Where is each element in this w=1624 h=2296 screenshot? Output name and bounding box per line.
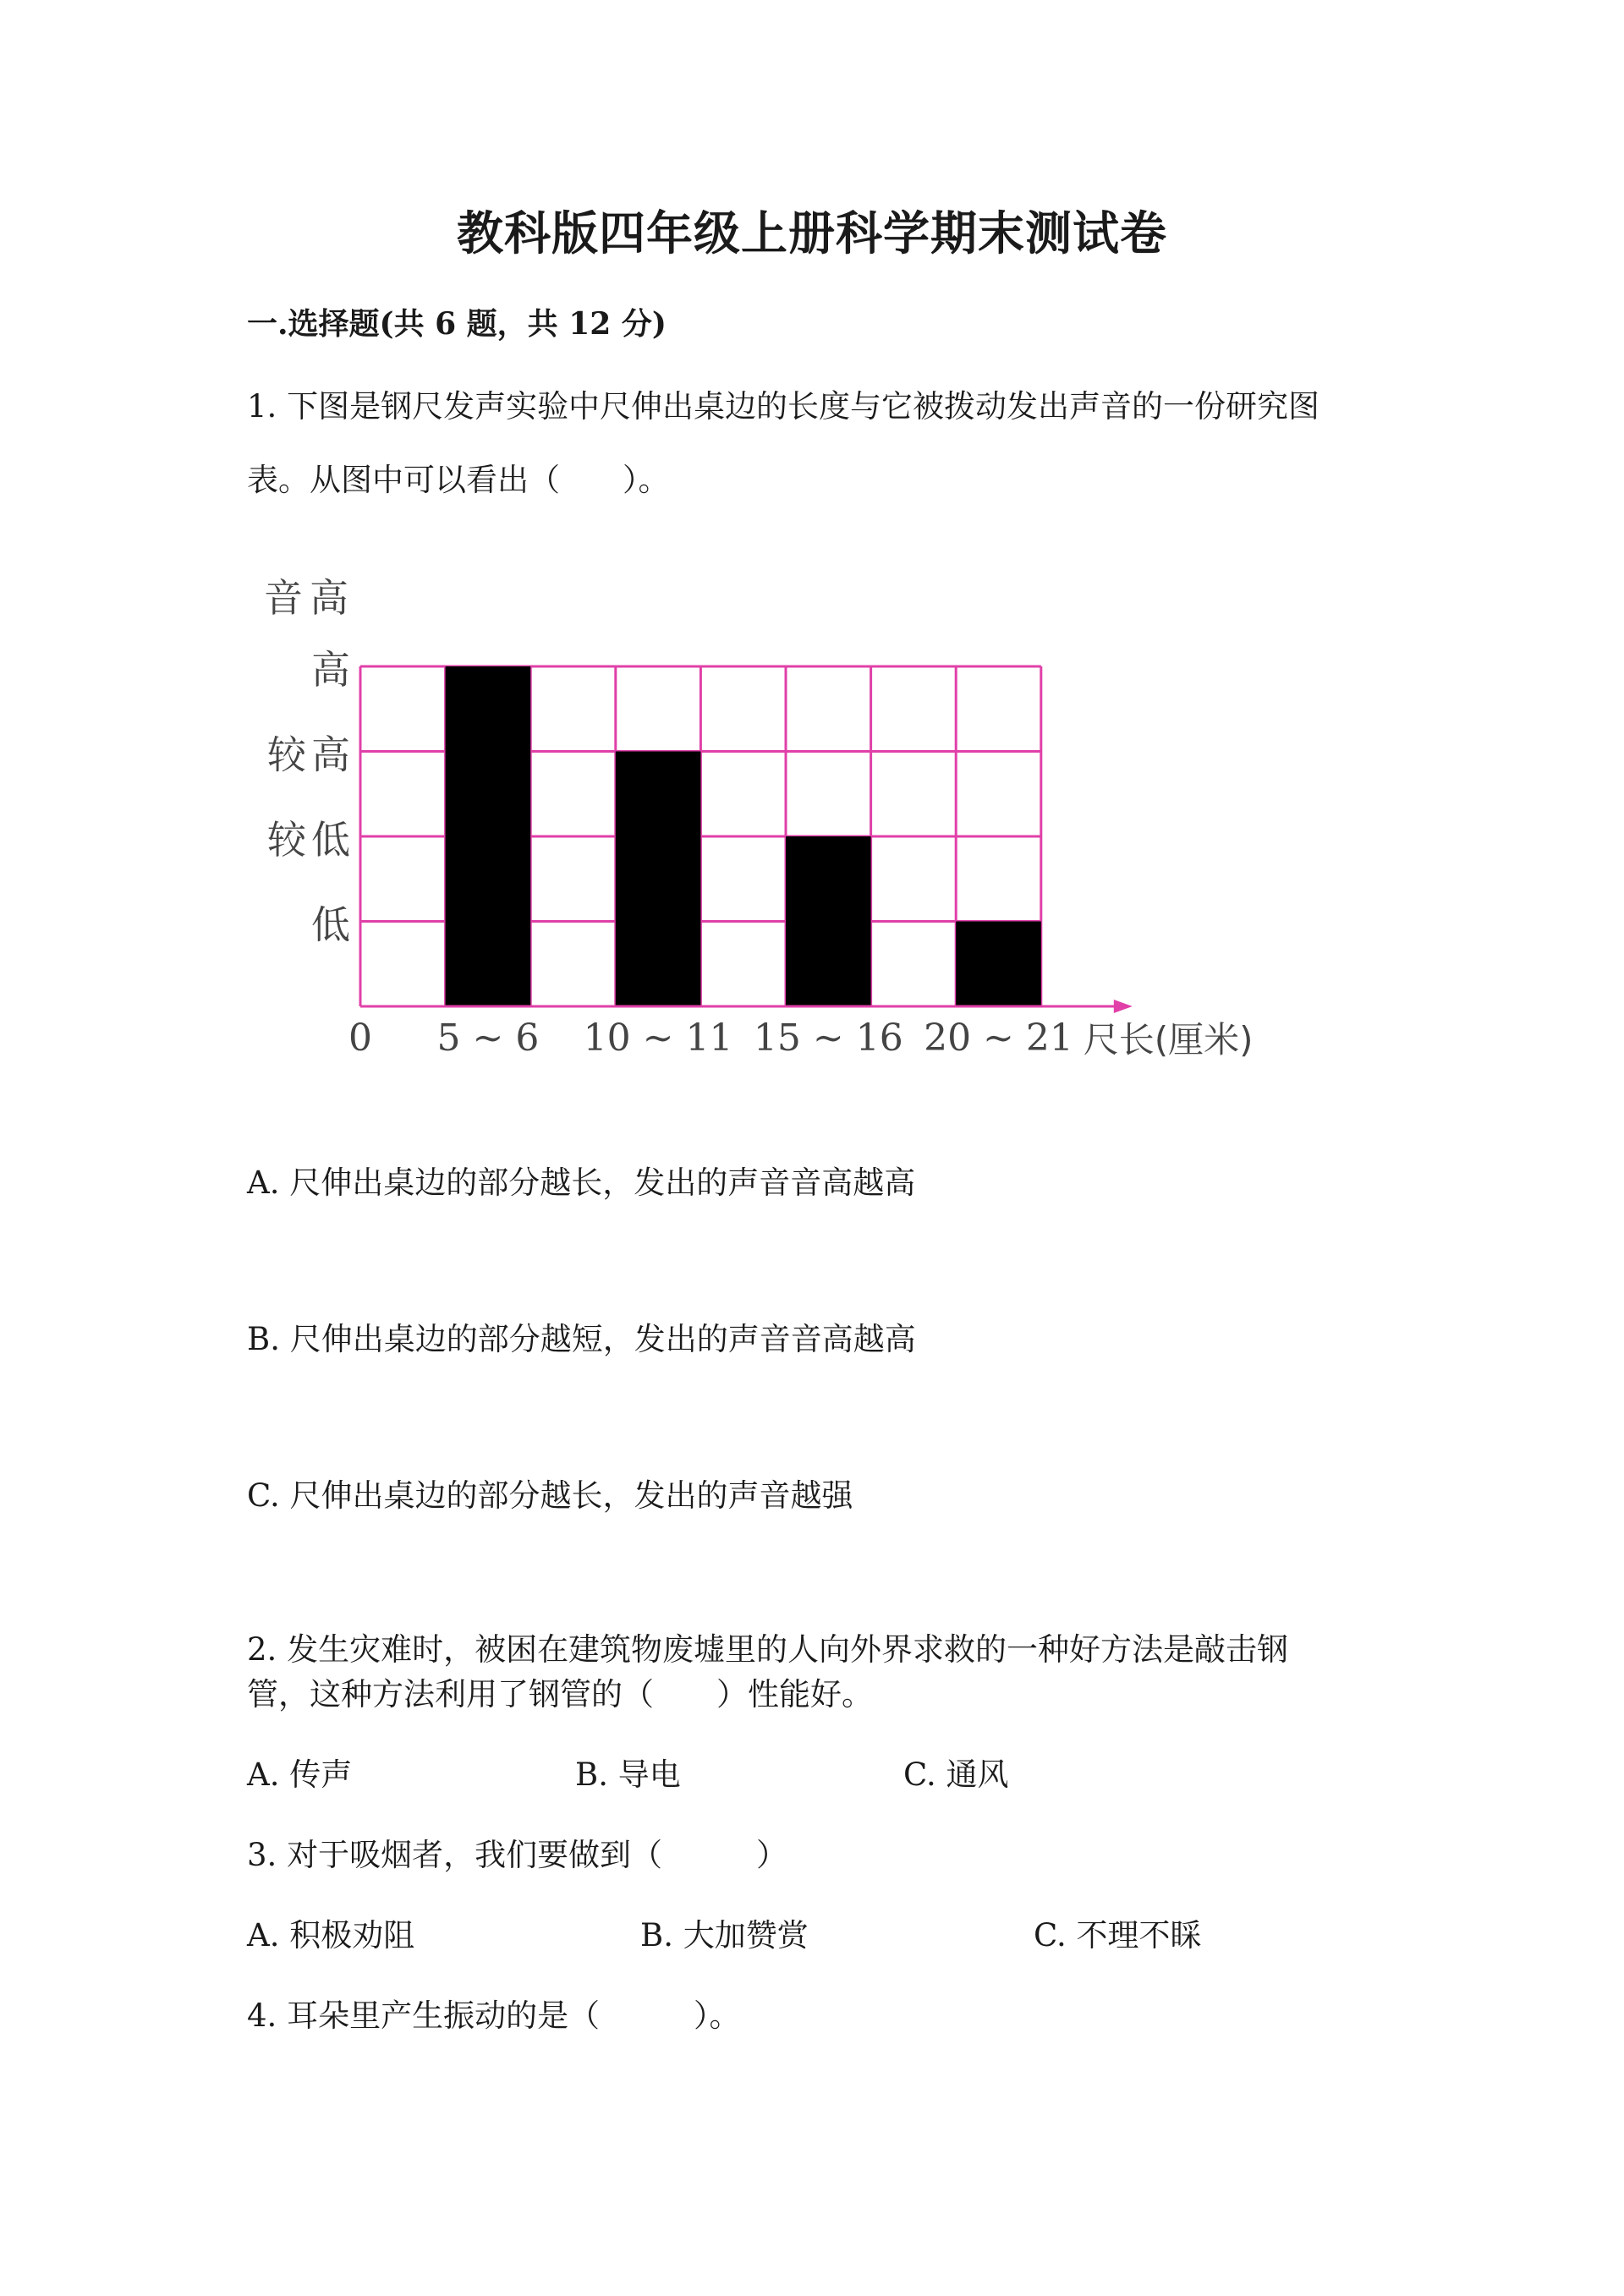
y-tick-label: 低	[311, 901, 355, 948]
page-title: 教科版四年级上册科学期末测试卷	[456, 205, 1167, 260]
question-3-option-a[interactable]: A. 积极劝阻	[247, 1917, 415, 1954]
question-2-text-line2: 管，这种方法利用了钢管的（ ）性能好。	[247, 1676, 873, 1712]
x-tick-label: 10 ~ 11	[583, 1016, 733, 1060]
chart-bar	[786, 836, 871, 1006]
question-2-option-a[interactable]: A. 传声	[247, 1756, 353, 1793]
question-1-option-b[interactable]: B. 尺伸出桌边的部分越短，发出的声音音高越高	[247, 1321, 916, 1357]
chart-bar	[956, 922, 1041, 1007]
chart-bar	[616, 752, 701, 1007]
question-3-option-b[interactable]: B. 大加赞赏	[640, 1917, 809, 1954]
question-3-option-c[interactable]: C. 不理不睬	[1034, 1917, 1202, 1954]
chart-labels	[264, 575, 1254, 1060]
question-3-text: 3. 对于吸烟者，我们要做到（ ）	[247, 1837, 788, 1873]
pitch-vs-ruler-length-chart	[254, 562, 1353, 1095]
question-4-text: 4. 耳朵里产生振动的是（ ）。	[247, 1997, 741, 2034]
y-tick-label: 较高	[267, 732, 355, 778]
question-1-text-line1: 1. 下图是钢尺发声实验中尺伸出桌边的长度与它被拨动发出声音的一份研究图	[247, 388, 1320, 425]
y-tick-label: 高	[311, 647, 355, 693]
x-axis-arrow	[1114, 1000, 1133, 1013]
question-1-option-a[interactable]: A. 尺伸出桌边的部分越长，发出的声音音高越高	[247, 1164, 916, 1201]
x-tick-label: 5 ~ 6	[436, 1016, 540, 1060]
question-2-option-b[interactable]: B. 导电	[575, 1756, 681, 1793]
x-tick-label: 15 ~ 16	[753, 1016, 903, 1060]
y-tick-label: 较低	[267, 817, 355, 863]
section-heading: 一.选择题(共 6 题，共 12 分)	[247, 306, 667, 342]
y-axis-title: 音高	[264, 575, 355, 621]
question-1-option-c[interactable]: C. 尺伸出桌边的部分越长，发出的声音越强	[247, 1477, 853, 1514]
question-2-text-line1: 2. 发生灾难时，被困在建筑物废墟里的人向外界求救的一种好方法是敲击钢	[247, 1631, 1289, 1668]
chart-bar	[446, 666, 531, 1006]
x-tick-label: 0	[348, 1016, 372, 1060]
x-tick-label: 20 ~ 21	[924, 1016, 1073, 1060]
question-1-text-line2: 表。从图中可以看出（ ）。	[247, 462, 670, 498]
x-axis-title: 尺长(厘米)	[1083, 1019, 1254, 1060]
question-2-option-c[interactable]: C. 通风	[903, 1756, 1009, 1793]
